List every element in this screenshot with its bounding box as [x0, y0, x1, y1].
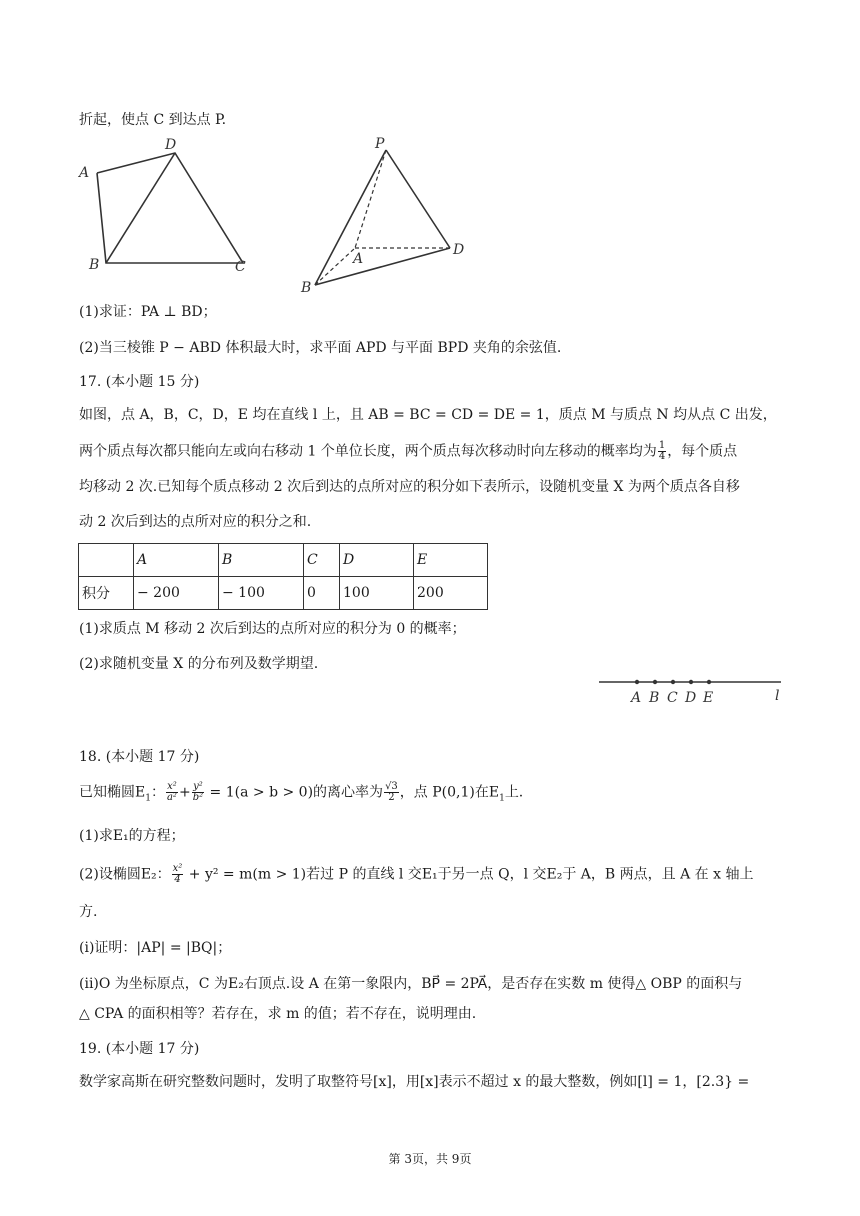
table-cell: 100 — [340, 577, 414, 610]
score-table — [78, 543, 488, 610]
q18-sub2: (ii)O 为坐标原点，C 为E₂右顶点.设 A 在第一象限内，BP⃗ = 2PA⃗，是否存在实数 m 使得△ OBP 的面积与 — [79, 976, 743, 992]
fraction-y2-b2: $\frac{\text{y²}}{\text{b²}}$ — [192, 781, 204, 803]
table-cell: B — [219, 544, 304, 577]
line-label-a: A — [631, 690, 642, 706]
q18-part2-cont: 方. — [79, 904, 98, 920]
table-cell: 200 — [414, 577, 488, 610]
q17-part1: (1)求质点 M 移动 2 次后到达的点所对应的积分为 0 的概率； — [79, 621, 466, 637]
table-cell — [79, 544, 134, 577]
figure-number-line — [595, 672, 795, 708]
q16-part2: (2)当三棱锥 P − ABD 体积最大时，求平面 APD 与平面 BPD 夹角的余弦值. — [79, 340, 562, 356]
figure-quadrilateral — [75, 135, 260, 280]
figure-pyramid — [295, 130, 475, 295]
table-header-row — [79, 544, 488, 577]
fig1-label-b: B — [89, 257, 100, 273]
q17-line3: 均移动 2 次.已知每个质点移动 2 次后到达的点所对应的积分如下表所示，设随机变量 X 为两个质点各自移 — [79, 479, 740, 495]
fig1-label-c: C — [235, 259, 246, 275]
q18-sub1: (i)证明：|AP| = |BQ|； — [79, 940, 232, 956]
fraction-x2-4: $\frac{\text{x²}}{4}$ — [172, 863, 183, 885]
table-cell: − 200 — [134, 577, 219, 610]
q19-header: 19. (本小题 17 分) — [79, 1041, 200, 1057]
q16-part1: (1)求证：PA ⊥ BD； — [79, 304, 217, 320]
intro-line: 折起，使点 C 到达点 P. — [79, 112, 227, 128]
line-label-l: l — [775, 688, 780, 704]
q17-header: 17. (本小题 15 分) — [79, 374, 200, 390]
q19-line1: 数学家高斯在研究整数问题时，发明了取整符号[x]，用[x]表示不超过 x 的最大整数，例如[l] = 1，[2.3} = — [79, 1074, 750, 1090]
line-label-c: C — [667, 690, 678, 706]
table-cell: A — [134, 544, 219, 577]
page-footer: 第 3页，共 9页 — [388, 1152, 472, 1166]
table-cell: E — [414, 544, 488, 577]
table-cell: − 100 — [219, 577, 304, 610]
fig1-label-d: D — [165, 137, 177, 153]
fig2-label-a: A — [353, 251, 364, 267]
q17-line1: 如图，点 A，B，C，D，E 均在直线 l 上，且 AB = BC = CD = DE = 1，质点 M 与质点 N 均从点 C 出发， — [79, 407, 777, 423]
table-cell: D — [340, 544, 414, 577]
q17-part2: (2)求随机变量 X 的分布列及数学期望. — [79, 656, 319, 672]
fig2-label-p: P — [375, 136, 385, 152]
q18-line1: 已知椭圆$E_1$： $\frac{\text{x²}}{\text{a²}}$ + $\frac{\text{y²}}{\text{b²}}$ = 1(a > b > 0)的离心率为 $\frac{√3}{2}$ ，点 P(0,1)在$E_1$上. — [79, 781, 524, 804]
table-row — [79, 577, 488, 610]
table-cell: C — [304, 544, 340, 577]
q18-sub2-cont: △ CPA 的面积相等？若存在，求 m 的值；若不存在，说明理由. — [79, 1006, 477, 1022]
line-label-b: B — [649, 690, 660, 706]
line-label-d: D — [685, 690, 697, 706]
fraction-x2-a2: $\frac{\text{x²}}{\text{a²}}$ — [166, 781, 177, 803]
fraction-root3-over-2: $\frac{√3}{2}$ — [385, 781, 398, 803]
table-cell: 0 — [304, 577, 340, 610]
line-label-e: E — [703, 690, 714, 706]
fig2-label-d: D — [453, 242, 465, 258]
q17-line2-a: 两个质点每次都只能向左或向右移动 1 个单位长度，两个质点每次移动时向左移动的概率均为 — [79, 443, 657, 460]
fig2-label-b: B — [301, 280, 312, 295]
fig1-label-a: A — [79, 165, 90, 181]
q18-header: 18. (本小题 17 分) — [79, 749, 200, 765]
fraction-one-quarter: $\frac{1}{4}$ — [658, 440, 666, 462]
q17-line2 — [79, 441, 737, 462]
q17-line2-b: ，每个质点 — [667, 443, 738, 460]
q17-line4: 动 2 次后到达的点所对应的积分之和. — [79, 514, 312, 530]
q18-part2: (2)设椭圆E₂： $\frac{\text{x²}}{4}$ + y² = m(m > 1)若过 P 的直线 l 交E₁于另一点 Q，l 交E₂于 A，B 两点，且 A 在 x 轴上 — [79, 863, 754, 885]
q18-part1: (1)求E₁的方程； — [79, 828, 185, 844]
table-cell: 积分 — [79, 577, 134, 610]
